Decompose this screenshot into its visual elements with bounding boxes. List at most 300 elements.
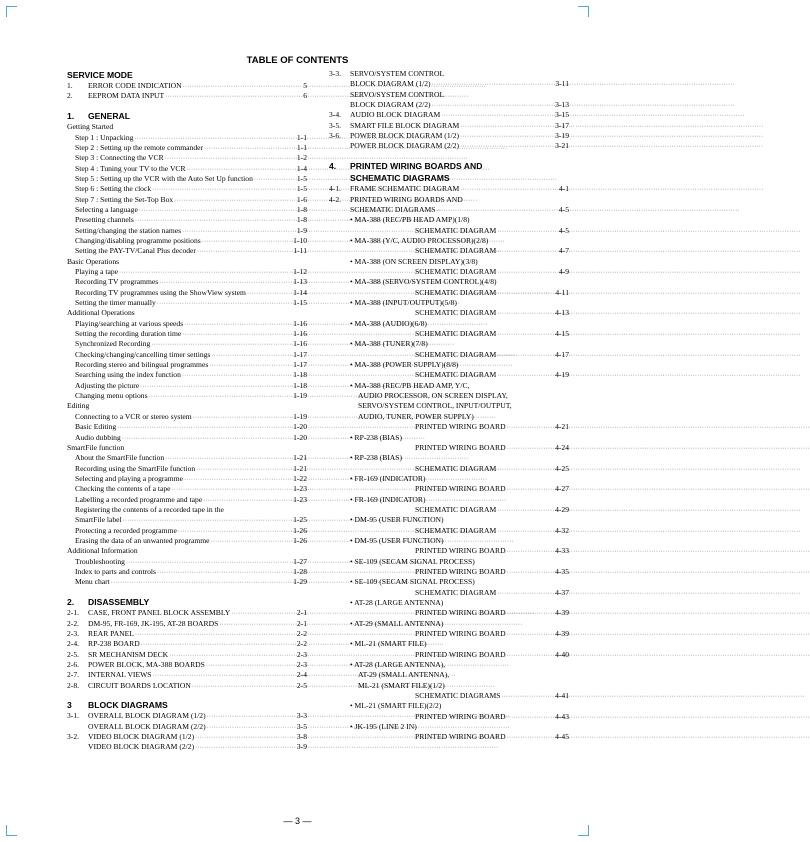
- toc-entry[interactable]: [329, 650, 569, 660]
- entry-number: 3-2.: [67, 732, 80, 742]
- toc-entry[interactable]: [329, 557, 569, 567]
- toc-entry[interactable]: [67, 143, 307, 153]
- section-title: DISASSEMBLY: [88, 597, 150, 608]
- entry-page: 2-3: [296, 659, 307, 669]
- section-heading: [67, 110, 307, 122]
- toc-entry[interactable]: [67, 422, 307, 432]
- corner-mark-bottom-left: [6, 825, 17, 836]
- leader-dots: [139, 206, 296, 216]
- toc-entry[interactable]: [329, 257, 569, 267]
- leader-dots: [211, 351, 292, 361]
- toc-entry[interactable]: [329, 598, 569, 608]
- section-number: 1.: [67, 111, 75, 122]
- toc-entry[interactable]: [67, 350, 307, 360]
- leader-dots: [135, 630, 296, 640]
- leader-dots: [207, 723, 296, 733]
- entry-title: Selecting and playing a programme: [75, 473, 183, 483]
- entry-title: Protecting a recorded programme: [75, 525, 177, 535]
- entry-title: VIDEO BLOCK DIAGRAM (2/2): [88, 742, 195, 752]
- entry-title: SCHEMATIC DIAGRAM: [415, 504, 497, 514]
- toc-entry[interactable]: [329, 319, 569, 329]
- entry-title: PRINTED WIRING BOARD: [415, 422, 506, 432]
- entry-title: PRINTED WIRING BOARD: [415, 711, 506, 721]
- entry-title: SCHEMATIC DIAGRAM: [415, 267, 497, 276]
- entry-title: CIRCUIT BOARDS LOCATION: [88, 680, 191, 690]
- entry-title: • MA-388 (TUNER)(7/8): [350, 339, 428, 349]
- entry-title: • RP-238 (BIAS): [350, 453, 403, 463]
- toc-entry[interactable]: [329, 329, 569, 339]
- toc-entry[interactable]: [329, 608, 569, 618]
- toc-entry[interactable]: [67, 133, 307, 143]
- entry-title: Recording using the SmartFile function: [75, 463, 196, 473]
- entry-title: Changing menu options: [75, 391, 148, 401]
- entry-title: Index to parts and controls: [75, 566, 156, 576]
- leader-dots: [195, 733, 296, 743]
- entry-page: 2-3: [296, 649, 307, 659]
- entry-title: Basic Editing: [75, 422, 117, 432]
- toc-entry[interactable]: [329, 141, 569, 151]
- toc-entry[interactable]: [67, 536, 307, 546]
- entry-page: 4-41: [555, 691, 569, 701]
- toc-entry[interactable]: [329, 433, 569, 443]
- entry-title: PRINTED WIRING BOARD: [415, 649, 506, 659]
- entry-title: Getting Started: [67, 122, 114, 132]
- leader-dots: [182, 330, 292, 340]
- entry-page: 4-43: [555, 711, 569, 721]
- toc-entry[interactable]: [329, 412, 569, 422]
- entry-page: 3-15: [555, 110, 569, 120]
- entry-page: 1-15: [293, 298, 307, 308]
- toc-entry[interactable]: [329, 391, 569, 401]
- corner-mark-bottom-right: [578, 825, 589, 836]
- toc-entry[interactable]: [67, 433, 307, 443]
- entry-page: 1-8: [296, 204, 307, 214]
- toc-entry[interactable]: [67, 742, 307, 752]
- entry-page: 3-3: [296, 711, 307, 721]
- toc-entry[interactable]: [67, 370, 307, 380]
- toc-entry[interactable]: [329, 184, 569, 194]
- toc-entry[interactable]: [67, 391, 307, 401]
- entry-number: 1.: [67, 81, 73, 90]
- entry-title: Presetting channels: [75, 215, 134, 225]
- toc-entry[interactable]: [67, 122, 307, 132]
- leader-dots: [184, 475, 292, 485]
- toc-entry[interactable]: [329, 205, 569, 215]
- entry-page: 1-29: [293, 577, 307, 587]
- toc-entry[interactable]: [329, 701, 569, 711]
- entry-page: 1-26: [293, 525, 307, 535]
- entry-title: • SE-109 (SECAM SIGNAL PROCESS): [350, 577, 475, 587]
- toc-entry[interactable]: [329, 277, 569, 287]
- toc-entry[interactable]: [329, 577, 569, 587]
- toc-entry[interactable]: [329, 381, 569, 391]
- entry-title: Searching using the index function: [75, 370, 181, 380]
- toc-entry[interactable]: [329, 526, 569, 536]
- entry-number: 2-3.: [67, 628, 80, 638]
- entry-title: Checking the contents of a tape: [75, 484, 171, 494]
- leader-dots: [507, 568, 555, 578]
- toc-entry[interactable]: [67, 381, 307, 391]
- toc-entry[interactable]: [329, 567, 569, 577]
- toc-entry[interactable]: [67, 660, 307, 670]
- entry-page: 1-14: [293, 287, 307, 297]
- entry-page: 1-11: [293, 246, 307, 256]
- section-gap: [67, 102, 307, 111]
- toc-entry[interactable]: [329, 236, 569, 246]
- toc-entry[interactable]: [329, 681, 569, 691]
- toc-entry[interactable]: [329, 712, 569, 722]
- entry-page: 3-19: [555, 131, 569, 141]
- entry-title: DM-95, FR-169, JK-195, AT-28 BOARDS: [88, 618, 219, 628]
- toc-entry[interactable]: [329, 90, 569, 100]
- entry-page: 4-5: [558, 204, 569, 214]
- leader-dots: [195, 743, 296, 753]
- entry-title: SERVO/SYSTEM CONTROL: [350, 89, 445, 99]
- leader-dots: [165, 92, 302, 102]
- entry-number: 4-1.: [329, 184, 342, 194]
- entry-title: CASE, FRONT PANEL BLOCK ASSEMBLY: [88, 608, 231, 618]
- entry-title: PRINTED WIRING BOARD: [415, 566, 506, 576]
- entry-page: 3-17: [555, 120, 569, 130]
- section-number: 4.: [329, 161, 337, 172]
- entry-title: INTERNAL VIEWS: [88, 670, 152, 680]
- entry-page: 1-12: [293, 267, 307, 276]
- entry-title: OVERALL BLOCK DIAGRAM (2/2): [88, 721, 206, 731]
- leader-dots: [211, 537, 293, 547]
- toc-entry[interactable]: [329, 629, 569, 639]
- leader-dots: [174, 196, 296, 206]
- toc-entry[interactable]: [329, 484, 569, 494]
- entry-number: 2.: [67, 91, 73, 101]
- toc-entry[interactable]: [329, 100, 569, 110]
- leader-dots: [247, 289, 292, 299]
- leader-dots: [193, 413, 292, 423]
- entry-title: Connecting to a VCR or stereo system: [75, 411, 192, 421]
- toc-entry[interactable]: [67, 639, 307, 649]
- entry-title: Playing a tape: [75, 267, 119, 276]
- toc-entry[interactable]: [67, 722, 307, 732]
- entry-title: • DM-95 (USER FUNCTION): [350, 535, 444, 545]
- toc-entry[interactable]: [67, 474, 307, 484]
- entry-title: • SE-109 (SECAM SIGNAL PROCESS): [350, 556, 475, 566]
- entry-title: • FR-169 (INDICATOR): [350, 473, 426, 483]
- entry-page: 4-19: [555, 370, 569, 380]
- toc-entry[interactable]: [329, 226, 569, 236]
- toc-entry[interactable]: [67, 495, 307, 505]
- toc-entry[interactable]: [329, 360, 569, 370]
- toc-entry[interactable]: [329, 536, 569, 546]
- entry-page: 1-6: [296, 194, 307, 204]
- leader-dots: [202, 237, 292, 247]
- toc-entry[interactable]: [67, 339, 307, 349]
- entry-page: 4-33: [555, 546, 569, 556]
- entry-number: 3-6.: [329, 131, 342, 141]
- entry-page: 1-22: [293, 473, 307, 483]
- toc-entry[interactable]: [67, 619, 307, 629]
- entry-title: Recording TV programmes using the ShowView system: [75, 287, 246, 297]
- entry-title: Adjusting the picture: [75, 380, 140, 390]
- leader-dots: [204, 144, 296, 154]
- toc-entry[interactable]: [329, 588, 569, 598]
- toc-entry[interactable]: [67, 329, 307, 339]
- entry-page: 4-29: [555, 504, 569, 514]
- toc-entry[interactable]: [67, 257, 307, 267]
- entry-page: 1-13: [293, 277, 307, 287]
- entry-title: Selecting a language: [75, 204, 138, 214]
- entry-page: 1-18: [293, 380, 307, 390]
- entry-title: Step 7 : Setting the Set-Top Box: [75, 194, 174, 204]
- entry-title: Checking/changing/cancelling timer settings: [75, 349, 211, 359]
- entry-title: REAR PANEL: [88, 628, 134, 638]
- entry-title: SCHEMATIC DIAGRAMS: [350, 204, 436, 214]
- toc-entry[interactable]: [67, 526, 307, 536]
- toc-entry[interactable]: [67, 567, 307, 577]
- entry-page: 3-9: [296, 742, 307, 752]
- leader-dots: [497, 527, 554, 537]
- section-heading: [67, 69, 307, 81]
- entry-page: 1-18: [293, 370, 307, 380]
- leader-dots: [507, 423, 555, 433]
- toc-entry[interactable]: [67, 464, 307, 474]
- toc-entry[interactable]: [67, 629, 307, 639]
- toc-entry[interactable]: [67, 608, 307, 618]
- toc-entry[interactable]: [67, 195, 307, 205]
- toc-entry[interactable]: [67, 226, 307, 236]
- toc-entry[interactable]: [67, 650, 307, 660]
- entry-page: 1-23: [293, 484, 307, 494]
- leader-dots: [206, 661, 296, 671]
- entry-title: Setting/changing the station names: [75, 225, 182, 235]
- toc-entry[interactable]: [67, 184, 307, 194]
- entry-page: 1-16: [293, 339, 307, 349]
- toc-entry[interactable]: [329, 195, 569, 205]
- section-heading: [67, 596, 307, 608]
- entry-title: ML-21 (SMART FILE)(1/2): [358, 680, 445, 690]
- toc-entry[interactable]: [329, 121, 569, 131]
- leader-dots: [497, 247, 558, 257]
- toc-entry[interactable]: [67, 215, 307, 225]
- toc-entry[interactable]: [329, 546, 569, 556]
- entry-page: 1-26: [293, 535, 307, 545]
- section-heading: [329, 160, 569, 172]
- toc-entry[interactable]: [329, 298, 569, 308]
- toc-entry[interactable]: [67, 153, 307, 163]
- toc-entry[interactable]: [67, 205, 307, 215]
- toc-entry[interactable]: [329, 722, 569, 732]
- toc-entry[interactable]: [329, 69, 569, 79]
- toc-entry[interactable]: [67, 732, 307, 742]
- leader-dots: [231, 609, 296, 619]
- entry-title: • MA-388 (REC/PB HEAD AMP, Y/C,: [350, 380, 470, 390]
- leader-dots: [507, 713, 555, 723]
- toc-column-left: [67, 69, 307, 753]
- toc-entry[interactable]: [67, 546, 307, 556]
- section-title: PRINTED WIRING BOARDS AND: [350, 161, 483, 172]
- entry-page: 3-13: [555, 100, 569, 110]
- entry-title: POWER BLOCK DIAGRAM (2/2): [350, 141, 460, 151]
- toc-entry[interactable]: [67, 164, 307, 174]
- toc-entry[interactable]: [67, 91, 307, 101]
- section-number: [329, 172, 350, 184]
- entry-page: 4-39: [555, 629, 569, 639]
- entry-page: 4-11: [555, 287, 569, 297]
- entry-page: 4-24: [555, 442, 569, 452]
- entry-page: 2-4: [296, 670, 307, 680]
- section-gap: [67, 691, 307, 700]
- toc-entry[interactable]: [67, 246, 307, 256]
- toc-entry[interactable]: [329, 619, 569, 629]
- toc-entry[interactable]: [329, 474, 569, 484]
- toc-entry[interactable]: [67, 681, 307, 691]
- toc-entry[interactable]: [67, 277, 307, 287]
- entry-page: 4-17: [555, 349, 569, 359]
- toc-entry[interactable]: [329, 110, 569, 120]
- corner-mark-top-right: [578, 6, 589, 17]
- entry-page: 4-35: [555, 566, 569, 576]
- toc-entry[interactable]: [329, 308, 569, 318]
- toc-entry[interactable]: [67, 81, 307, 91]
- entry-page: 2-2: [296, 639, 307, 649]
- entry-title: Step 2 : Setting up the remote commander: [75, 142, 204, 152]
- leader-dots: [460, 185, 558, 195]
- entry-number: 2-1.: [67, 608, 80, 618]
- entry-title: SmartFile function: [67, 442, 125, 452]
- toc-entry[interactable]: [67, 484, 307, 494]
- entry-title: • MA-388 (Y/C, AUDIO PROCESSOR)(2/8): [350, 235, 489, 245]
- entry-title: • RP-238 (BIAS): [350, 432, 403, 442]
- toc-entry[interactable]: [329, 495, 569, 505]
- entry-page: 4-32: [555, 525, 569, 535]
- entry-title: ERROR CODE INDICATION: [88, 81, 182, 90]
- entry-page: 1-16: [293, 318, 307, 328]
- toc-entry[interactable]: [67, 308, 307, 318]
- entry-title: POWER BLOCK DIAGRAM (1/2): [350, 131, 460, 141]
- entry-title: AT-29 (SMALL ANTENNA),: [358, 670, 450, 680]
- entry-page: 4-15: [555, 329, 569, 339]
- entry-number: 3-3.: [329, 69, 342, 78]
- toc-entry[interactable]: [329, 660, 569, 670]
- section-title: GENERAL: [88, 111, 131, 122]
- toc-entry[interactable]: [329, 670, 569, 680]
- leader-dots: [497, 589, 554, 599]
- toc-entry[interactable]: [329, 267, 569, 277]
- entry-title: Additional Operations: [67, 308, 135, 318]
- toc-entry[interactable]: [67, 298, 307, 308]
- toc-entry[interactable]: [329, 464, 569, 474]
- toc-entry[interactable]: [67, 557, 307, 567]
- leader-dots: [149, 392, 293, 402]
- leader-dots: [501, 692, 554, 702]
- toc-entry[interactable]: [329, 453, 569, 463]
- entry-title: • MA-388 (SERVO/SYSTEM CONTROL)(4/8): [350, 277, 497, 287]
- toc-entry[interactable]: [67, 412, 307, 422]
- toc-entry[interactable]: [329, 515, 569, 525]
- toc-entry[interactable]: [67, 711, 307, 721]
- entry-title: Step 1 : Unpacking: [75, 132, 134, 142]
- toc-entry[interactable]: [329, 370, 569, 380]
- entry-page: 4-39: [555, 608, 569, 618]
- entry-page: 1-19: [293, 391, 307, 401]
- toc-entry[interactable]: [67, 267, 307, 277]
- entry-page: 1-25: [293, 515, 307, 525]
- entry-number: 2-7.: [67, 670, 80, 680]
- entry-title: Registering the contents of a recorded tape in the: [75, 504, 224, 514]
- leader-dots: [117, 423, 292, 433]
- entry-title: • AT-29 (SMALL ANTENNA): [350, 618, 444, 628]
- toc-entry[interactable]: [67, 505, 307, 515]
- toc-entry[interactable]: [329, 639, 569, 649]
- toc-entry[interactable]: [67, 453, 307, 463]
- entry-title: Changing/disabling programme positions: [75, 235, 201, 245]
- toc-entry[interactable]: [329, 288, 569, 298]
- entry-title: AUDIO PROCESSOR, ON SCREEN DISPLAY,: [358, 391, 508, 401]
- entry-title: About the SmartFile function: [75, 453, 165, 463]
- toc-entry[interactable]: [329, 350, 569, 360]
- entry-title: SCHEMATIC DIAGRAMS: [415, 691, 501, 701]
- entry-number: 3-5.: [329, 120, 342, 130]
- toc-entry[interactable]: [67, 670, 307, 680]
- entry-title: SCHEMATIC DIAGRAM: [415, 370, 497, 380]
- toc-entry[interactable]: [329, 131, 569, 141]
- entry-title: Labelling a recorded programme and tape: [75, 494, 203, 504]
- toc-entry[interactable]: [329, 505, 569, 515]
- entry-title: SERVO/SYSTEM CONTROL: [350, 69, 445, 78]
- leader-dots: [157, 299, 292, 309]
- entry-title: Setting the PAY-TV/Canal Plus decoder: [75, 246, 196, 256]
- entry-page: 2-1: [296, 618, 307, 628]
- entry-title: • ML-21 (SMART FILE): [350, 639, 427, 649]
- leader-dots: [192, 682, 296, 692]
- toc-entry[interactable]: [329, 79, 569, 89]
- page-title: TABLE OF CONTENTS: [246, 55, 349, 66]
- leader-dots: [254, 175, 296, 185]
- toc-entry[interactable]: [329, 691, 569, 701]
- toc-entry[interactable]: [329, 732, 569, 742]
- toc-entry[interactable]: [329, 422, 569, 432]
- leader-dots: [207, 712, 296, 722]
- leader-dots: [122, 434, 292, 444]
- entry-page: 4-7: [558, 246, 569, 256]
- leader-dots: [497, 330, 554, 340]
- toc-entry[interactable]: [67, 236, 307, 246]
- toc-entry[interactable]: [329, 401, 569, 411]
- entry-title: Step 6 : Setting the clock: [75, 184, 152, 194]
- entry-title: PRINTED WIRING BOARD: [415, 442, 506, 452]
- toc-entry[interactable]: [67, 360, 307, 370]
- entry-title: SCHEMATIC DIAGRAM: [415, 246, 497, 256]
- toc-entry[interactable]: [67, 577, 307, 587]
- toc-entry[interactable]: [67, 319, 307, 329]
- toc-entry[interactable]: [67, 401, 307, 411]
- toc-entry[interactable]: [329, 339, 569, 349]
- leader-dots: [507, 609, 555, 619]
- leader-dots: [432, 101, 555, 111]
- toc-entry[interactable]: [329, 443, 569, 453]
- entry-title: Step 5 : Setting up the VCR with the Auto Set Up function: [75, 173, 253, 183]
- toc-entry[interactable]: [329, 215, 569, 225]
- entry-page: 1-5: [296, 184, 307, 194]
- entry-title: RP-238 BOARD: [88, 639, 140, 649]
- entry-title: VIDEO BLOCK DIAGRAM (1/2): [88, 732, 195, 742]
- entry-title: Additional Information: [67, 546, 138, 556]
- leader-dots: [507, 444, 555, 454]
- toc-entry[interactable]: [329, 246, 569, 256]
- toc-entry[interactable]: [67, 174, 307, 184]
- toc-entry[interactable]: [67, 443, 307, 453]
- leader-dots: [196, 465, 292, 475]
- toc-entry[interactable]: [67, 288, 307, 298]
- toc-entry[interactable]: [67, 515, 307, 525]
